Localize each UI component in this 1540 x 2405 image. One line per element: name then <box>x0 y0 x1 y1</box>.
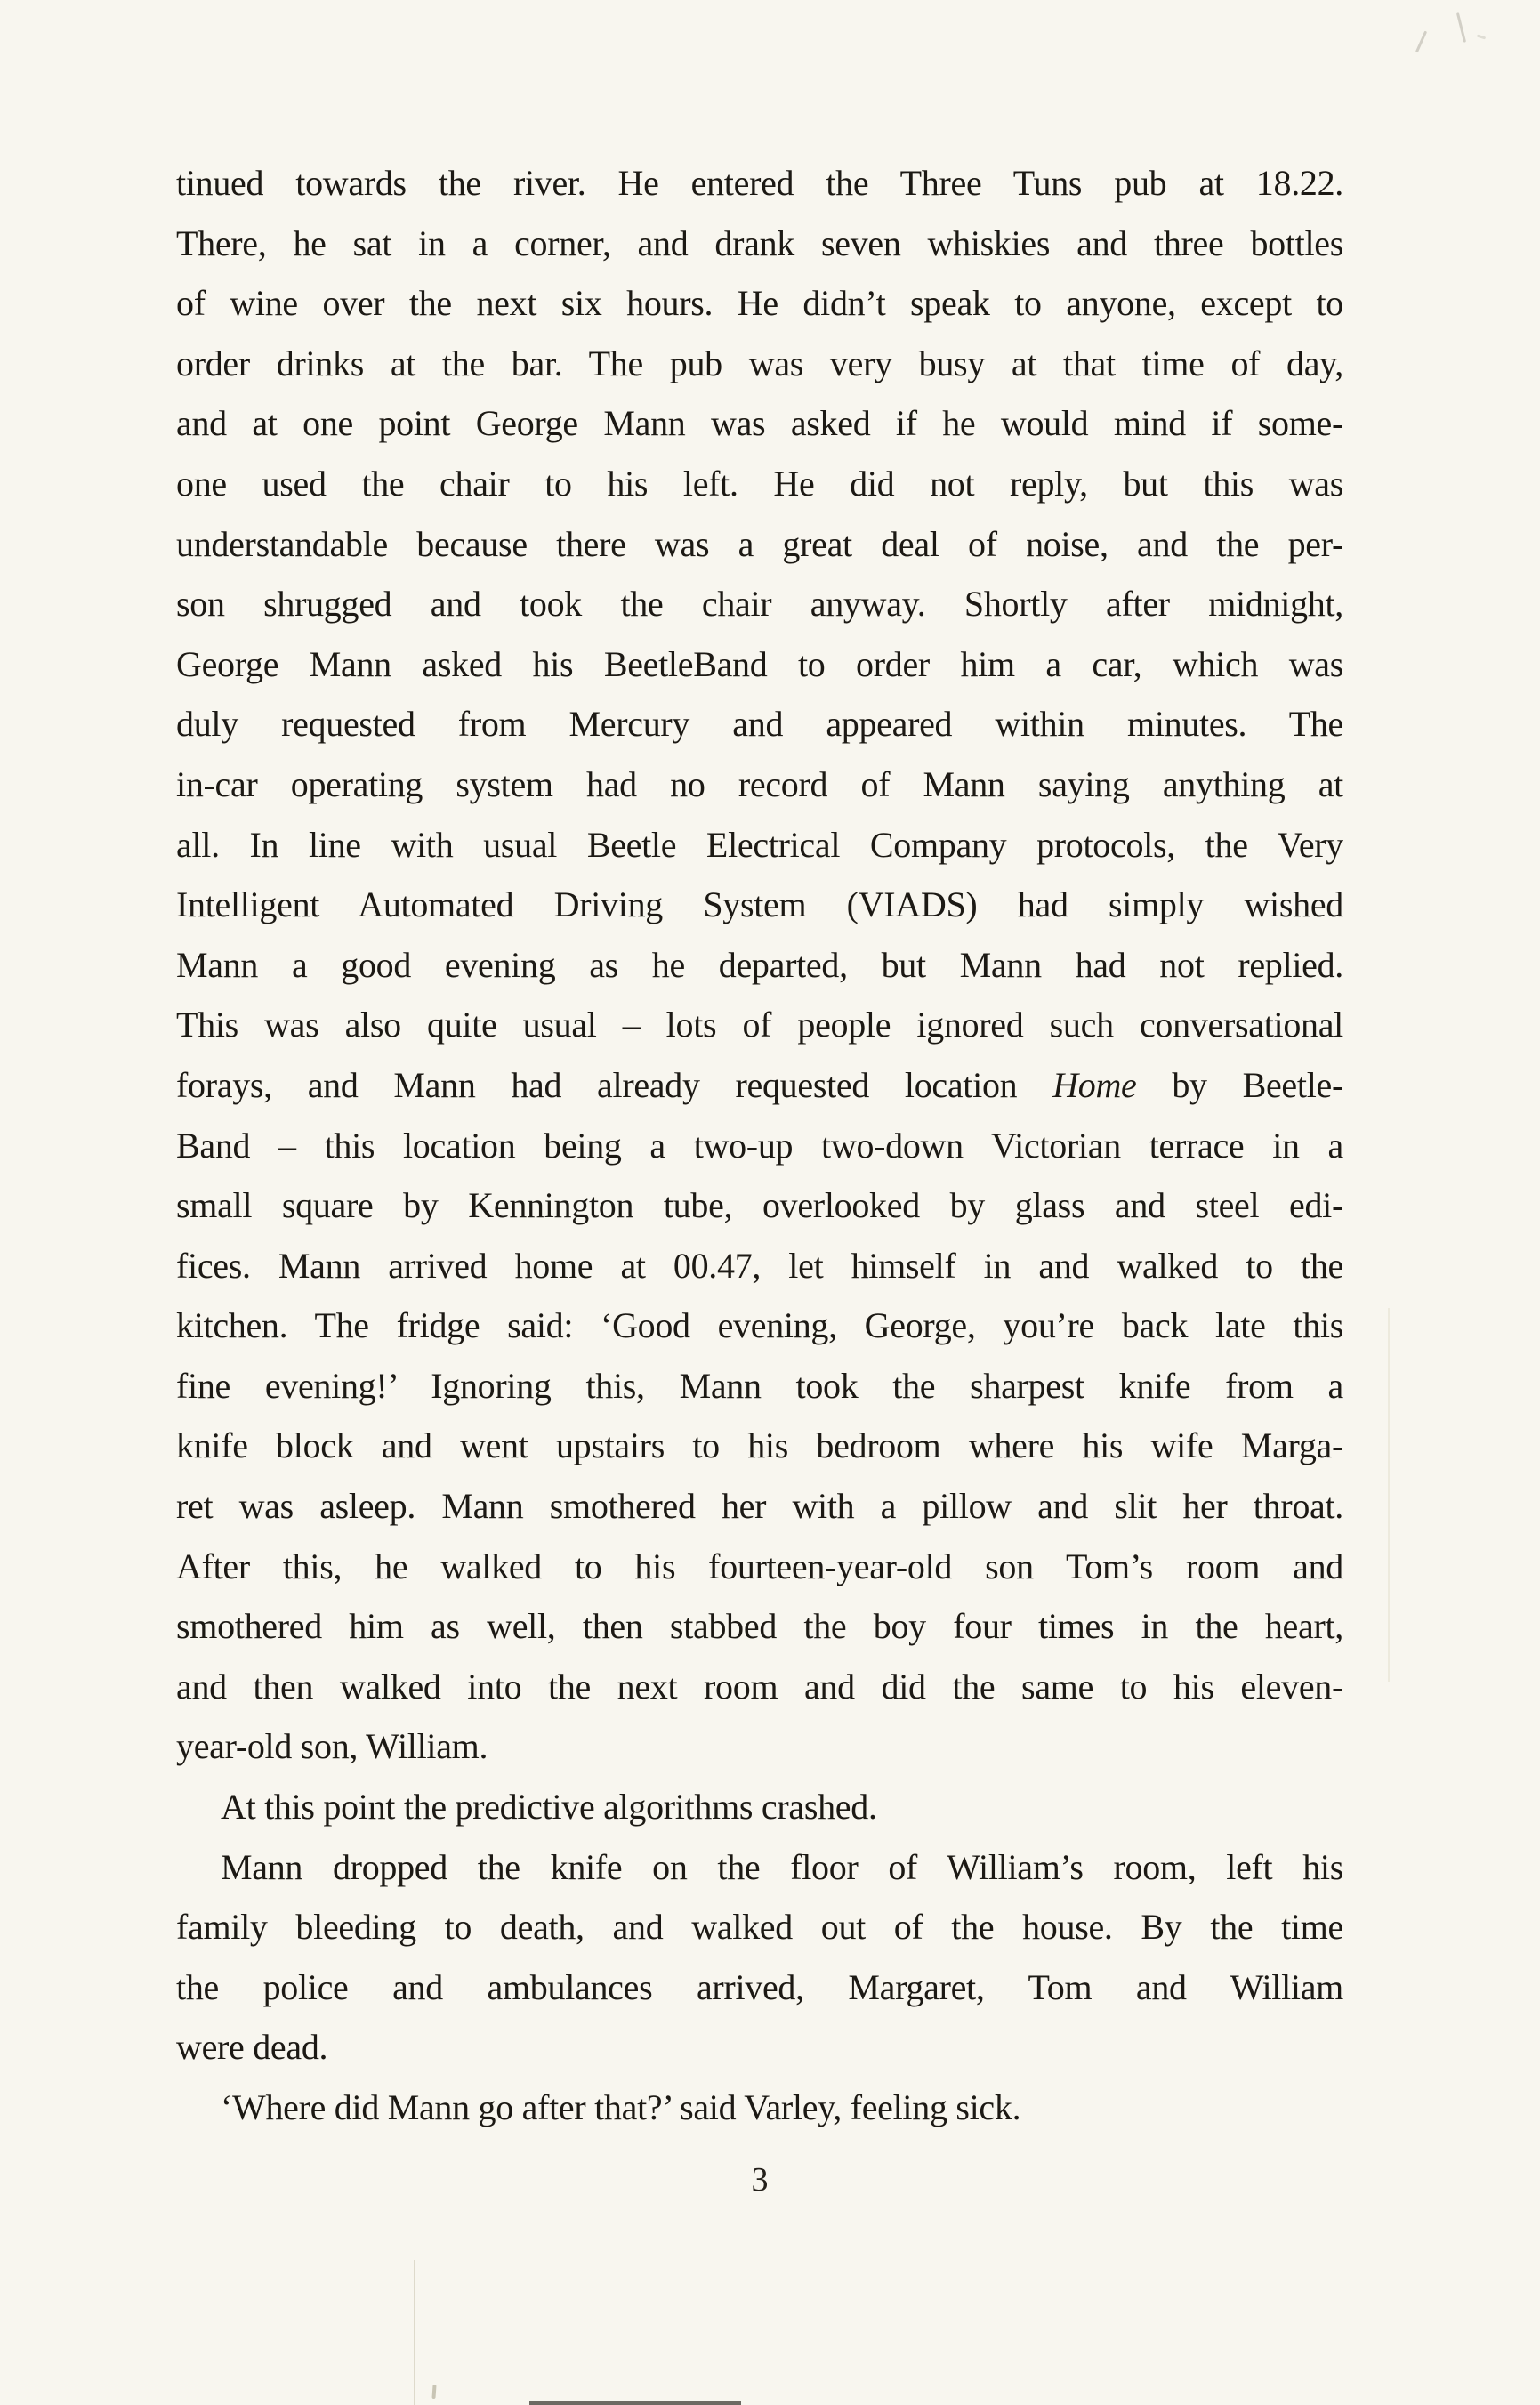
text-block <box>176 153 1343 2138</box>
scan-dot <box>431 2385 436 2399</box>
text-line: There, he sat in a corner, and drank seven whiskies and three bottles <box>176 222 1343 263</box>
text-line: of wine over the next six hours. He didn’t speak to anyone, except to <box>176 283 1343 324</box>
text-line: family bleeding to death, and walked out of the house. By the time <box>176 1907 1343 1948</box>
text-line: order drinks at the bar. The pub was very busy at that time of day, <box>176 343 1343 383</box>
text-line: and at one point George Mann was asked if he would mind if some- <box>176 403 1343 444</box>
text-line: one used the chair to his left. He did not reply, but this was <box>176 463 1343 504</box>
text-line: George Mann asked his BeetleBand to order him a car, which was <box>176 643 1343 684</box>
text-line: ‘Where did Mann go after that?’ said Varley, feeling sick. <box>221 2087 1021 2127</box>
text-line: At this point the predictive algorithms crashed. <box>221 1787 877 1828</box>
text-line: Mann dropped the knife on the floor of William’s room, left his <box>221 1846 1343 1887</box>
text-line: and then walked into the next room and did the same to his eleven- <box>176 1666 1343 1707</box>
text-line: After this, he walked to his fourteen-year-old son Tom’s room and <box>176 1545 1343 1586</box>
scan-crease <box>1388 1308 1390 1682</box>
text-line: all. In line with usual Beetle Electrical Company protocols, the Very <box>176 824 1343 865</box>
text-line: kitchen. The fridge said: ‘Good evening, George, you’re back late this <box>176 1305 1343 1346</box>
pencil-mark <box>1456 12 1466 43</box>
pencil-mark <box>1477 35 1486 40</box>
text-line: understandable because there was a great deal of noise, and the per- <box>176 523 1343 564</box>
scan-streak <box>414 2260 415 2405</box>
text-line: duly requested from Mercury and appeared within minutes. The <box>176 704 1343 745</box>
text-line: the police and ambulances arrived, Margaret, Tom and William <box>176 1966 1343 2007</box>
text-line: This was also quite usual – lots of people ignored such conversational <box>176 1005 1343 1045</box>
text-line: Mann a good evening as he departed, but Mann had not replied. <box>176 944 1343 985</box>
text-line: son shrugged and took the chair anyway. Shortly after midnight, <box>176 584 1343 625</box>
text-line: ret was asleep. Mann smothered her with a pillow and slit her throat. <box>176 1486 1343 1527</box>
text-line: knife block and went upstairs to his bedroom where his wife Marga- <box>176 1425 1343 1466</box>
scan-edge-line <box>529 2401 741 2405</box>
text-line: Intelligent Automated Driving System (VIADS) had simply wished <box>176 884 1343 925</box>
italic-location-home: Home <box>1052 1064 1137 1105</box>
text-line: Band – this location being a two-up two-down Victorian terrace in a <box>176 1125 1343 1166</box>
text-line: in-car operating system had no record of Mann saying anything at <box>176 763 1343 804</box>
text-segment: forays, and Mann had already requested location <box>176 1064 1053 1105</box>
text-segment: by Beetle- <box>1136 1064 1343 1105</box>
text-line: year-old son, William. <box>176 1726 488 1767</box>
page-number: 3 <box>751 2161 769 2199</box>
text-line: tinued towards the river. He entered the Three Tuns pub at 18.22. <box>176 163 1343 203</box>
text-line: small square by Kennington tube, overlooked by glass and steel edi- <box>176 1185 1343 1226</box>
text-line: fine evening!’ Ignoring this, Mann took the sharpest knife from a <box>176 1365 1343 1406</box>
text-line: fices. Mann arrived home at 00.47, let himself in and walked to the <box>176 1245 1343 1286</box>
pencil-mark <box>1415 31 1427 53</box>
text-line: smothered him as well, then stabbed the boy four times in the heart, <box>176 1606 1343 1647</box>
text-line <box>176 1055 1343 1116</box>
text-line: were dead. <box>176 2027 328 2068</box>
